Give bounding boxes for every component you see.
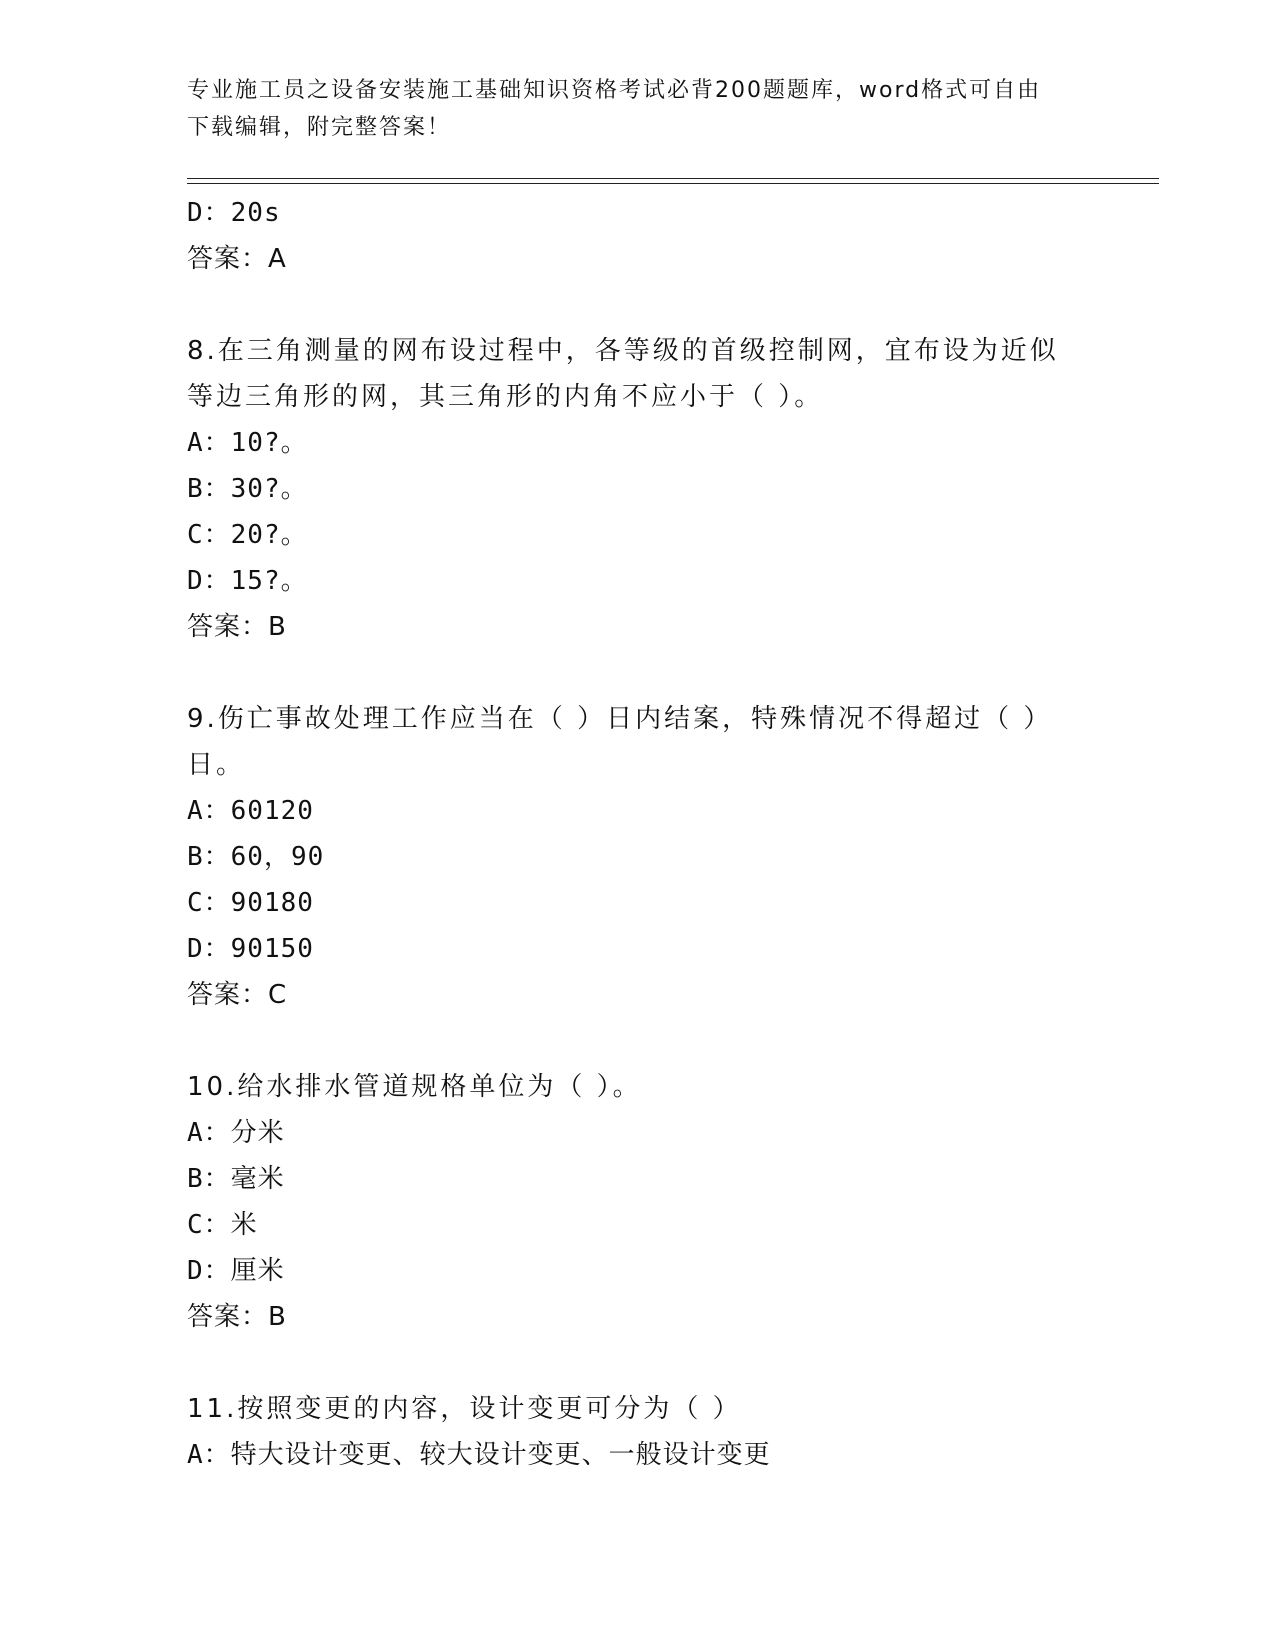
- option-c: C：20?。: [187, 520, 308, 550]
- question-10: [187, 1064, 1087, 1340]
- header-line-2: 下载编辑，附完整答案！: [187, 115, 452, 140]
- answer: 答案：A: [187, 244, 287, 274]
- option-b: B：毫米: [187, 1164, 285, 1194]
- header-line-1: 专业施工员之设备安装施工基础知识资格考试必背200题题库，word格式可自由: [187, 78, 1042, 103]
- question-list: [187, 190, 1087, 1478]
- header-divider-top: [187, 178, 1159, 179]
- option-b: B：30?。: [187, 474, 308, 504]
- option-d: D：20s: [187, 198, 281, 228]
- answer: 答案：B: [187, 1302, 287, 1332]
- previous-question-tail: [187, 190, 1087, 282]
- option-d: D：90150: [187, 934, 314, 964]
- question-8: [187, 328, 1087, 650]
- option-c: C：90180: [187, 888, 314, 918]
- question-9: [187, 696, 1087, 1018]
- question-text: 11.按照变更的内容，设计变更可分为（ ）: [187, 1394, 742, 1424]
- question-11: [187, 1386, 1087, 1478]
- option-d: D：15?。: [187, 566, 308, 596]
- option-d: D：厘米: [187, 1256, 285, 1286]
- option-a: A：60120: [187, 796, 314, 826]
- option-a: A：分米: [187, 1118, 285, 1148]
- answer: 答案：C: [187, 980, 288, 1010]
- option-a: A：特大设计变更、较大设计变更、一般设计变更: [187, 1440, 771, 1470]
- option-c: C：米: [187, 1210, 258, 1240]
- question-text: 8.在三角测量的网布设过程中，各等级的首级控制网，宜布设为近似等边三角形的网，其三角形的内角不应小于（ ）。: [187, 336, 1059, 412]
- document-header: [187, 72, 1087, 146]
- option-a: A：10?。: [187, 428, 308, 458]
- question-text: 10.给水排水管道规格单位为（ ）。: [187, 1072, 642, 1102]
- header-divider-bottom: [187, 183, 1159, 184]
- answer: 答案：B: [187, 612, 287, 642]
- option-b: B：60，90: [187, 842, 325, 872]
- question-text: 9.伤亡事故处理工作应当在（ ）日内结案，特殊情况不得超过（ ）日。: [187, 704, 1053, 780]
